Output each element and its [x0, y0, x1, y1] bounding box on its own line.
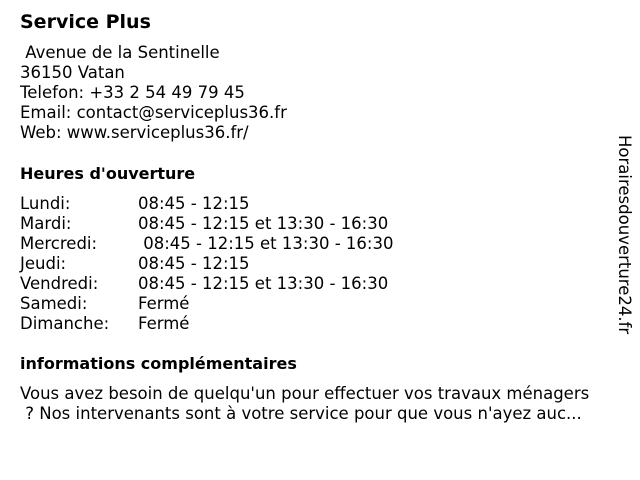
time-range: 08:45 - 12:15 et 13:30 - 16:30 [138, 214, 389, 233]
address-block [20, 43, 287, 143]
hours-row-wednesday [20, 234, 460, 254]
phone-number: Telefon: +33 2 54 49 79 45 [20, 83, 245, 102]
day-label: Lundi: [20, 194, 71, 213]
time-range: 08:45 - 12:15 et 13:30 - 16:30 [138, 274, 389, 293]
closed-label: Fermé [138, 314, 190, 333]
closed-label: Fermé [138, 294, 190, 313]
business-title: Service Plus [20, 11, 151, 33]
time-range: 08:45 - 12:15 [138, 254, 250, 273]
hours-row-thursday [20, 254, 460, 274]
day-label: Vendredi: [20, 274, 99, 293]
day-label: Jeudi: [20, 254, 67, 273]
hours-row-friday [20, 274, 460, 294]
hours-row-monday [20, 194, 460, 214]
city-postcode: 36150 Vatan [20, 63, 125, 82]
day-label: Samedi: [20, 294, 88, 313]
day-label: Mardi: [20, 214, 72, 233]
info-line-1: Vous avez besoin de quelqu'un pour effectuer vos travaux ménagers [20, 384, 590, 403]
hours-row-tuesday [20, 214, 460, 234]
time-range: 08:45 - 12:15 et 13:30 - 16:30 [138, 234, 394, 253]
time-range: 08:45 - 12:15 [138, 194, 250, 213]
info-line-2: ? Nos intervenants sont à votre service pour que vous n'ayez auc... [20, 404, 582, 423]
website-address: Web: www.serviceplus36.fr/ [20, 123, 249, 142]
site-brand-vertical: Horairesdouverture24.fr [615, 135, 634, 335]
opening-hours-table [20, 194, 460, 334]
email-address: Email: contact@serviceplus36.fr [20, 103, 287, 122]
street-address: Avenue de la Sentinelle [20, 43, 220, 62]
info-heading: informations complémentaires [20, 354, 297, 373]
hours-row-saturday [20, 294, 460, 314]
hours-row-sunday [20, 314, 460, 334]
info-description [20, 384, 620, 424]
day-label: Dimanche: [20, 314, 110, 333]
hours-heading: Heures d'ouverture [20, 164, 196, 183]
day-label: Mercredi: [20, 234, 98, 253]
